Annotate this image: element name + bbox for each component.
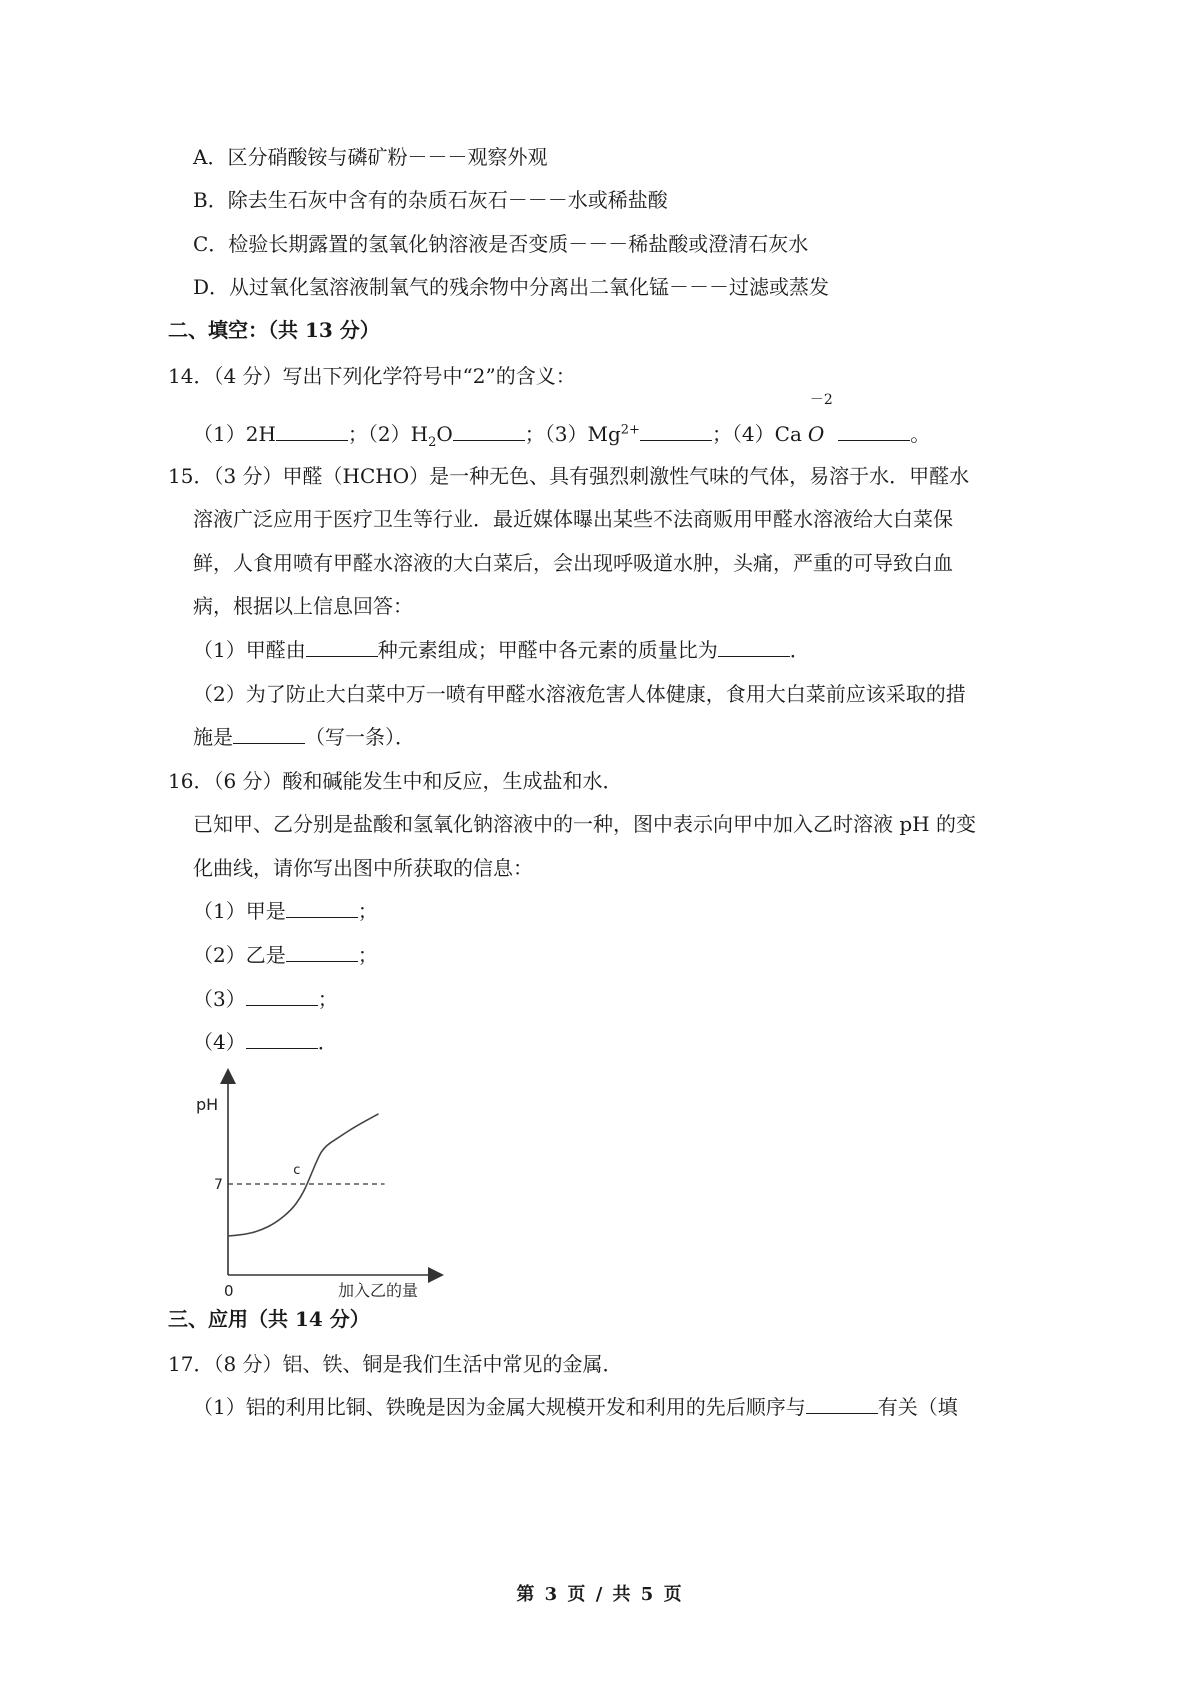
q14-h2o-o: O bbox=[436, 422, 453, 446]
section-3-title: 三、应用（共 14 分） bbox=[168, 1307, 370, 1331]
ph-curve bbox=[228, 1114, 379, 1236]
q15-sub-2-cont bbox=[193, 723, 415, 751]
q15-sub-1-c: ． bbox=[789, 638, 810, 662]
q17-line-1: 17．（8 分）铝、铁、铜是我们生活中常见的金属． bbox=[168, 1352, 623, 1376]
q16-sub-1-end: ； bbox=[357, 899, 378, 923]
q16-sub-1-label: （1）甲是 bbox=[193, 899, 286, 923]
x-axis-label: 加入乙的量 bbox=[338, 1281, 419, 1300]
q14-item1-label: （1）2H bbox=[193, 422, 276, 446]
q14-sep1: ；（2）H bbox=[347, 422, 429, 446]
q17-sub-1-b: 有关（填 bbox=[877, 1395, 958, 1419]
q15-blank-2[interactable] bbox=[718, 636, 790, 657]
q14-items bbox=[193, 392, 931, 450]
q15-blank-1[interactable] bbox=[306, 636, 378, 657]
origin-label: 0 bbox=[224, 1282, 234, 1300]
q14-end: 。 bbox=[910, 422, 931, 446]
q14-blank-2[interactable] bbox=[453, 420, 525, 441]
q14-mg-charge: 2+ bbox=[620, 422, 640, 438]
q16-blank-1[interactable] bbox=[286, 897, 358, 918]
q16-blank-4[interactable] bbox=[246, 1028, 318, 1049]
q16-sub-2-end: ； bbox=[357, 943, 378, 967]
option-c: C．检验长期露置的氢氧化钠溶液是否变质－－－稀盐酸或澄清石灰水 bbox=[193, 232, 809, 256]
ph-7-tick-label: 7 bbox=[214, 1177, 223, 1193]
option-d: D．从过氧化氢溶液制氧气的残余物中分离出二氧化锰－－－过滤或蒸发 bbox=[193, 275, 830, 299]
q15-sub-1-a: （1）甲醛由 bbox=[193, 638, 306, 662]
q15-line-2: 溶液广泛应用于医疗卫生等行业．最近媒体曝出某些不法商贩用甲醛水溶液给大白菜保 bbox=[193, 507, 953, 531]
q16-sub-2-label: （2）乙是 bbox=[193, 943, 286, 967]
q16-sub-4-label: （4） bbox=[193, 1030, 246, 1054]
q14-blank-4[interactable] bbox=[838, 420, 910, 441]
q14-sep2: ；（3）Mg bbox=[524, 422, 621, 446]
q16-sub-3 bbox=[193, 985, 338, 1013]
q16-sub-3-end: ； bbox=[317, 987, 338, 1011]
q15-line-4: 病，根据以上信息回答： bbox=[193, 594, 413, 618]
q16-sub-1 bbox=[193, 897, 378, 925]
q15-sub-2-c: （写一条）． bbox=[305, 725, 415, 749]
q14-oxygen-symbol: O bbox=[807, 422, 825, 446]
q16-sub-2 bbox=[193, 941, 378, 969]
q14-h2o-subscript: 2 bbox=[428, 435, 437, 450]
q15-line-1: 15．（3 分）甲醛（HCHO）是一种无色、具有强烈刺激性气味的气体，易溶于水．甲醛水 bbox=[168, 464, 970, 488]
q16-sub-4 bbox=[193, 1028, 338, 1056]
q14-blank-3[interactable] bbox=[640, 420, 712, 441]
q15-sub-1 bbox=[193, 636, 810, 664]
q15-sub-1-b: 种元素组成；甲醛中各元素的质量比为 bbox=[377, 638, 718, 662]
q16-line-1: 16．（6 分）酸和碱能发生中和反应，生成盐和水． bbox=[168, 769, 623, 793]
q14-stem: 14．（4 分）写出下列化学符号中“2”的含义： bbox=[168, 364, 576, 388]
q14-sep3: ；（4）Ca bbox=[711, 422, 802, 446]
q14-valence-label: －2 bbox=[809, 392, 833, 408]
page-footer: 第 3 页 / 共 5 页 bbox=[516, 1584, 684, 1605]
option-b: B．除去生石灰中含有的杂质石灰石－－－水或稀盐酸 bbox=[193, 188, 668, 212]
q16-line-3: 化曲线，请你写出图中所获取的信息： bbox=[193, 856, 533, 880]
q16-blank-3[interactable] bbox=[246, 985, 318, 1006]
q17-blank-1[interactable] bbox=[806, 1393, 878, 1414]
q14-oxygen-valence bbox=[807, 392, 833, 448]
q15-line-3: 鲜，人食用喷有甲醛水溶液的大白菜后，会出现呼吸道水肿，头痛，严重的可导致白血 bbox=[193, 551, 953, 575]
q16-blank-2[interactable] bbox=[286, 941, 358, 962]
q17-sub-1 bbox=[193, 1393, 958, 1421]
section-2-title: 二、填空：（共 13 分） bbox=[168, 318, 380, 342]
q17-sub-1-a: （1）铝的利用比铜、铁晚是因为金属大规模开发和利用的先后顺序与 bbox=[193, 1395, 806, 1419]
option-a: A．区分硝酸铵与磷矿粉－－－观察外观 bbox=[193, 145, 548, 169]
q16-sub-4-end: ． bbox=[317, 1030, 338, 1054]
q16-line-2: 已知甲、乙分别是盐酸和氢氧化钠溶液中的一种，图中表示向甲中加入乙时溶液 pH 的变 bbox=[193, 812, 976, 836]
ph-curve-chart bbox=[190, 1068, 460, 1300]
point-c-label: c bbox=[293, 1163, 301, 1179]
q16-sub-3-label: （3） bbox=[193, 987, 246, 1011]
y-axis-label: pH bbox=[196, 1095, 219, 1114]
q15-blank-3[interactable] bbox=[233, 723, 305, 744]
q15-sub-2: （2）为了防止大白菜中万一喷有甲醛水溶液危害人体健康，食用大白菜前应该采取的措 bbox=[193, 682, 966, 706]
q14-blank-1[interactable] bbox=[276, 420, 348, 441]
q15-sub-2-b: 施是 bbox=[193, 725, 233, 749]
